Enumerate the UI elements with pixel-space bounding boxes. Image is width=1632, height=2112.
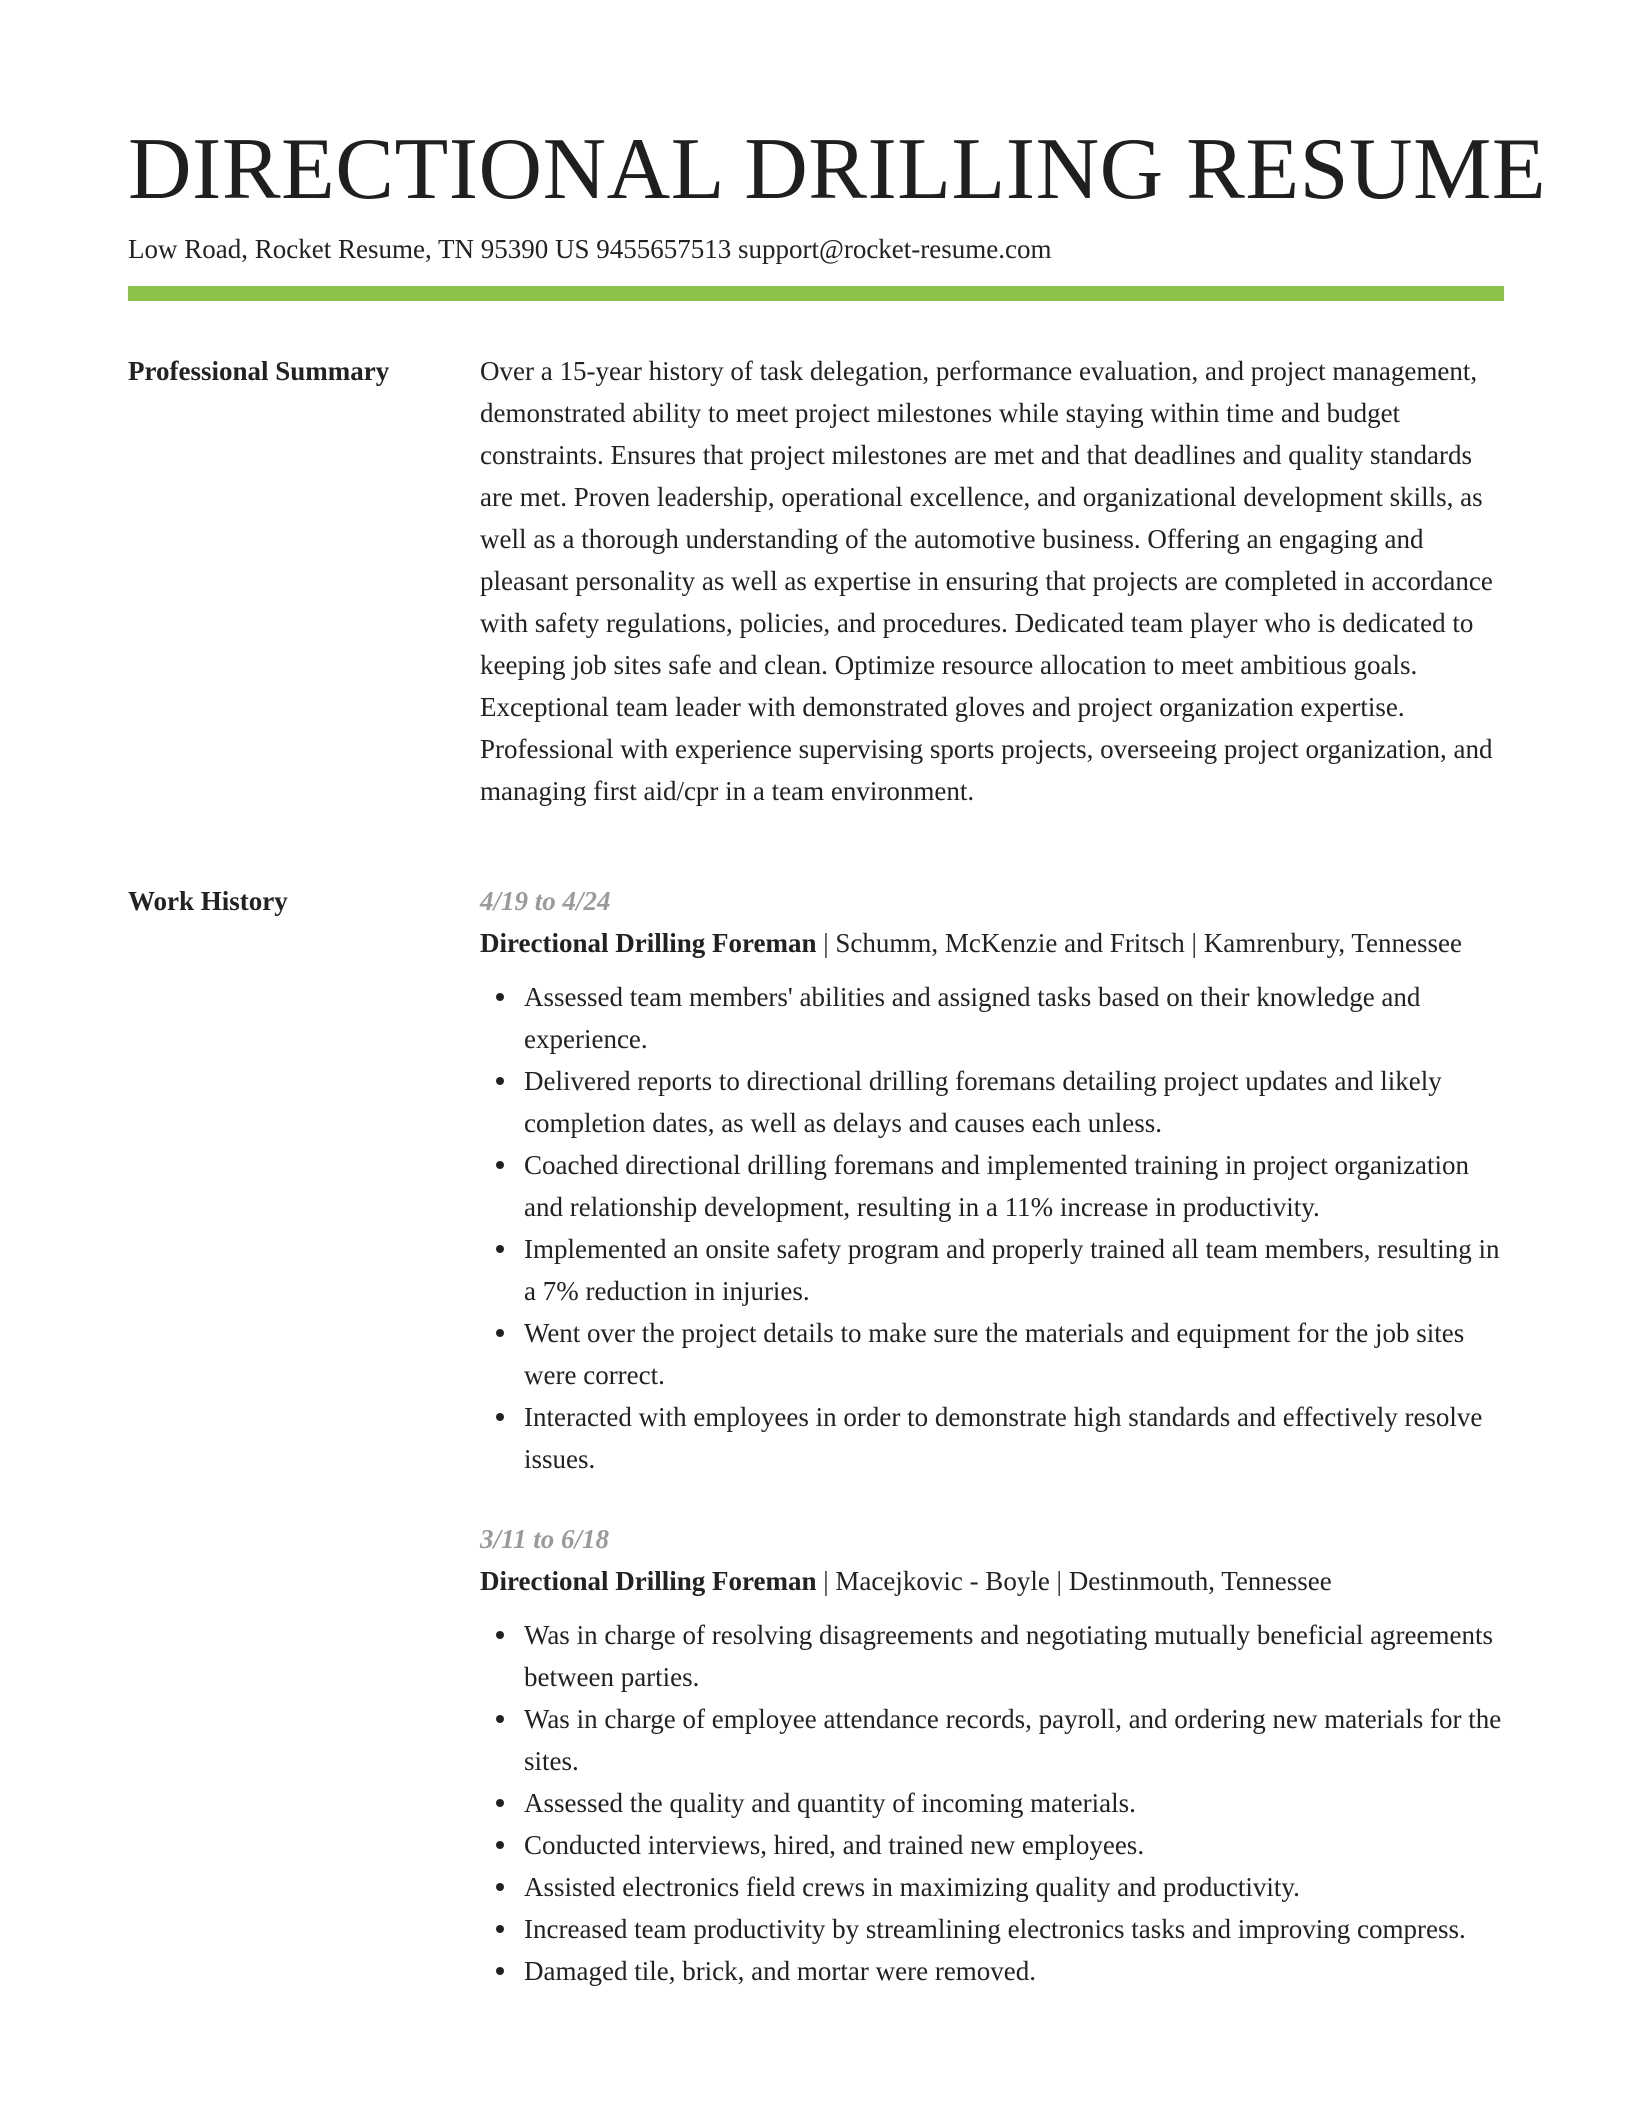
- summary-body: [480, 350, 1506, 812]
- job-entry: [480, 1518, 1506, 1992]
- job-dates: 4/19 to 4/24: [480, 886, 611, 916]
- job-entry: [480, 880, 1506, 1480]
- job-bullet: Assessed team members' abilities and assigned tasks based on their knowledge and experience.: [524, 976, 1506, 1060]
- job-bullet: Assisted electronics field crews in maximizing quality and productivity.: [524, 1866, 1506, 1908]
- job-bullet: Assessed the quality and quantity of incoming materials.: [524, 1782, 1506, 1824]
- job-bullets: [480, 976, 1506, 1480]
- job-bullet: Was in charge of resolving disagreements and negotiating mutually beneficial agreements between parties.: [524, 1614, 1506, 1698]
- header-divider: [128, 286, 1504, 301]
- section-label-work-history: Work History: [128, 886, 288, 916]
- job-bullet: Delivered reports to directional drilling foremans detailing project updates and likely completion dates, as well as delays and causes each unless.: [524, 1060, 1506, 1144]
- section-label-summary: Professional Summary: [128, 356, 390, 386]
- job-title: Directional Drilling Foreman: [480, 1566, 817, 1596]
- job-bullet: Conducted interviews, hired, and trained new employees.: [524, 1824, 1506, 1866]
- job-bullet: Implemented an onsite safety program and properly trained all team members, resulting in a 7% reduction in injuries.: [524, 1228, 1506, 1312]
- job-bullet: Coached directional drilling foremans and implemented training in project organization and relationship development, resulting in a 11% increase in productivity.: [524, 1144, 1506, 1228]
- resume-title: DIRECTIONAL DRILLING RESUME: [128, 121, 1547, 218]
- job-bullet: Increased team productivity by streamlining electronics tasks and improving compress.: [524, 1908, 1506, 1950]
- job-bullet: Was in charge of employee attendance records, payroll, and ordering new materials for the sites.: [524, 1698, 1506, 1782]
- summary-text: Over a 15-year history of task delegation, performance evaluation, and project management, demonstrated ability to meet project milestones while staying within time and budget constraints. Ensures that project milestones are met and that deadlines and quality standards are met. Proven leadership, operational excellence, and organizational development skills, as well as a thorough understanding of the automotive business. Offering an engaging and pleasant personality as well as expertise in ensuring that projects are completed in accordance with safety regulations, policies, and procedures. Dedicated team player who is dedicated to keeping job sites safe and clean. Optimize resource allocation to meet ambitious goals. Exceptional team leader with demonstrated gloves and project organization expertise. Professional with experience supervising sports projects, overseeing project organization, and managing first aid/cpr in a team environment.: [480, 356, 1493, 806]
- job-dates: 3/11 to 6/18: [480, 1524, 610, 1554]
- job-details: | Schumm, McKenzie and Fritsch | Kamrenbury, Tennessee: [816, 928, 1462, 958]
- work-history-body: [480, 880, 1506, 2030]
- contact-line: Low Road, Rocket Resume, TN 95390 US 9455657513 support@rocket-resume.com: [128, 234, 1052, 264]
- job-bullet: Interacted with employees in order to demonstrate high standards and effectively resolve issues.: [524, 1396, 1506, 1480]
- job-details: | Macejkovic - Boyle | Destinmouth, Tennessee: [816, 1566, 1332, 1596]
- job-heading: [480, 922, 1506, 964]
- job-heading: [480, 1560, 1506, 1602]
- job-bullet: Damaged tile, brick, and mortar were removed.: [524, 1950, 1506, 1992]
- job-bullets: [480, 1614, 1506, 1992]
- job-title: Directional Drilling Foreman: [480, 928, 817, 958]
- job-bullet: Went over the project details to make sure the materials and equipment for the job sites were correct.: [524, 1312, 1506, 1396]
